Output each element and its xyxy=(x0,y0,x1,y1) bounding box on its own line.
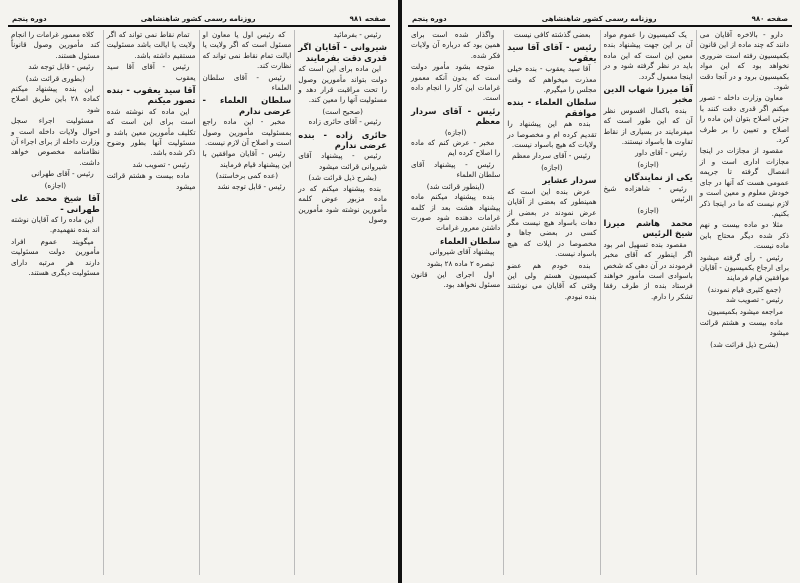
paragraph: رئیس - رأی گرفته میشود برای ارجاع بکمیسیون - آقایان موافقین قیام فرمایند xyxy=(699,252,789,283)
paragraph: این ماده را که آقایان نوشته اند بنده نفهمیدم. xyxy=(11,214,100,235)
paragraph: رئیس - پیشنهاد آقای سلطان العلماء xyxy=(411,159,501,180)
paragraph: مراجعه میشود بکمیسیون xyxy=(707,306,783,316)
paragraph: متوجه بشود مأمور دولت است که بدون آنکه معمور غرامات این کار را انجام داده است. xyxy=(411,62,501,103)
speaker-heading: یکی از نمایندگان xyxy=(624,172,693,183)
paragraph: بنده پیشنهاد میکنم ماده پیشنهاد هشت بعد از کلمه غرامات دهنده شود صورت داشتن معرور غرامات xyxy=(411,192,501,233)
page-gutter xyxy=(399,0,402,583)
parenthetical-note: (اجازه) xyxy=(541,162,563,172)
paragraph: تمام نقاط نمی تواند که اگر ولایت یا ایالت باشد مسئولیت مستقیم داشته باشد. xyxy=(106,30,196,60)
paragraph: آقا سید یعقوب - بنده خیلی معذرت میخواهم که وقت مجلس را میگیرم. xyxy=(507,64,597,95)
paragraph: مسئولیت اجراء سجل احوال ولایات داخله است و وزارت داخله از برای اجراء آن نظامنامه مخصوص خواهد داشت. xyxy=(11,116,100,167)
parenthetical-note: (اجازه) xyxy=(637,159,659,169)
paragraph: این ماده برای این است که دولت بتواند مأمورین وصول را تحت مراقبت قرار دهد و مسئولیت آنها را معین کند. xyxy=(298,64,387,105)
paragraph: بنده هم این پیشنهاد را تقدیم کرده ام و مخصوصا در ولایات که هیچ باسواد نیست. xyxy=(507,119,597,150)
speaker-heading: سلطان العلماء - عرضی ندارم xyxy=(202,95,292,116)
parenthetical-note: (جمع کثیری قیام نمودند) xyxy=(707,284,782,294)
paragraph: بنده پیشنهاد میکنم که در ماده مزبور عوض کلمه مأمورین نوشته شود مأمورین وصول xyxy=(298,183,387,224)
parenthetical-note: (بشرح ذیل قرائت شد) xyxy=(710,339,779,349)
paragraph: میگویند عموم افراد مأمورین دولت مسئولیت دارند هر مرتبه دارای مسئولیت دیگری هستند. xyxy=(11,236,100,277)
paragraph: این بنده پیشنهاد میکنم کماده ۲۸ باین طریق اصلاح شود xyxy=(11,84,100,114)
parenthetical-note: (صحیح است) xyxy=(322,106,363,116)
paragraph: مثلا دو ماده بیست و نهم ذکر شده دیگر محتاج باین ماده نیست. xyxy=(699,220,789,251)
paragraph: رئیس - آقای طهرانی xyxy=(31,169,94,179)
speaker-heading: شیروانی - آقایان اگر قدری دقت بفرمایند xyxy=(298,42,387,63)
period-label: دوره پنجم xyxy=(12,15,47,23)
parenthetical-note: (اینطور قرائت شد) xyxy=(426,181,485,191)
paragraph: رئیس - آقای سردار معظم xyxy=(512,151,591,161)
paragraph: پیشنهاد آقای شیروانی xyxy=(429,247,495,257)
page-980 xyxy=(400,0,800,583)
paragraph: رئیس - آقای داور xyxy=(635,148,687,158)
paragraph: دارو - بالاخره آقایان می دانند که چند ماده از این قانون بکمیسیون رفته است ضروری نخواهد بود که این مواد بکمیسیون برود و در آنجا دقت شود. xyxy=(699,30,789,92)
gazette-title: روزنامه رسمی کشور شاهنشاهی xyxy=(140,15,256,23)
paragraph: ماده بیست و هشتم قرائت میشود xyxy=(699,317,789,338)
speaker-heading: آقا سید یعقوب - بنده تصور میکنم xyxy=(106,85,196,106)
speaker-heading: حائری زاده - بنده عرضی ندارم xyxy=(298,129,387,151)
speaker-heading: آقا میرزا شهاب الدین مخبر xyxy=(603,84,693,105)
paragraph: رئیس - آقای آقا سید یعقوب xyxy=(106,62,196,82)
paragraph: رئیس - پیشنهاد آقای شیروانی قرائت میشود xyxy=(298,151,387,171)
paragraph: رئیس - تصویب شد xyxy=(132,159,190,169)
speaker-heading: سلطان العلماء - بنده موافقم xyxy=(507,97,597,118)
paragraph: مخبر - این ماده راجع بمسئولیت مأمورین وصول است و اصلاح آن لازم نیست. xyxy=(202,117,292,148)
paragraph: ماده بیست و هشتم قرائت میشود xyxy=(106,171,196,191)
paragraph: کلاه معمور غرامات را انجام کند مأمورین وصول قانوناً مسئول هستند. xyxy=(11,30,100,60)
parenthetical-note: (بطوری قرائت شد) xyxy=(25,73,85,83)
paragraph: یک کمیسیون را عموم مواد آن بر این جهت پیشنهاد بنده معین این است که این ماده باید در نظر گرفته شود و در اینجا معمول گردد. xyxy=(603,30,693,81)
text-column xyxy=(696,30,792,575)
paragraph: رئیس - شاهزاده شیخ الرئیس xyxy=(603,183,693,204)
text-column xyxy=(199,30,295,575)
speaker-heading: آقا شیخ محمد علی طهرانی - xyxy=(11,193,100,214)
paragraph: معاون وزارت داخله - تصور میکنم اگر قدری دقت کنند با جزئی اصلاح بتوان این ماده را اصلاح و تعیین را بر طرف کرد. xyxy=(699,93,789,145)
paragraph: اول اجرای این قانون مسئول نخواهد بود. xyxy=(411,269,501,290)
speaker-heading: رئیس - آقای آقا سید یعقوب xyxy=(507,42,597,63)
speaker-heading: سردار عشایر xyxy=(542,175,597,186)
paragraph: تبصره ۲ ماده ۲۸ بشود xyxy=(427,258,495,268)
speaker-heading: محمد هاشم میرزا شیخ الرئیس xyxy=(603,217,693,239)
speaker-heading: رئیس - آقای سردار معظم xyxy=(411,105,501,127)
parenthetical-note: (اجازه) xyxy=(444,127,467,137)
text-column xyxy=(8,30,103,575)
speaker-heading: سلطان العلماء xyxy=(440,235,501,246)
paragraph: که رئیس اول یا معاون او مسئول است که اگر ولایت یا ایالت تمام نقاط نمی تواند که نظارت کند. xyxy=(202,30,292,71)
parenthetical-note: (عده کمی برخاستند) xyxy=(215,171,279,181)
paragraph: رئیس - آقای حائری زاده xyxy=(308,117,381,127)
paragraph: بعضی گذشته کافی نیست xyxy=(514,30,591,39)
page-header xyxy=(408,12,792,27)
gazette-title: روزنامه رسمی کشور شاهنشاهی xyxy=(541,15,657,23)
paragraph: مقصود از مجازات در اینجا مجازات اداری است و از انفصال گرفته تا جریمه عمومی هست که آنها در جای خودش معلوم و معین است و لازم نیست که ما در اینجا ذکر بکنیم. xyxy=(699,146,789,218)
parenthetical-note: (اجازه) xyxy=(637,205,659,215)
paragraph: مقصود بنده تسهیل امر بود اگر اینطور که آقای مخبر فرمودند در آن دهی که شخص باسوادی است مأمور خواهند فرستاد بنده از طرف رفقا تشکر را دارم. xyxy=(603,239,693,301)
paragraph: بنده باکمال افسوس نظر آن که این طور است که میفرمایند در بسیاری از نقاط تفاوت ها باسواد نیستند. xyxy=(603,105,693,147)
paragraph: رئیس - آقایان موافقین با این پیشنهاد قیام فرمایند xyxy=(202,149,292,169)
paragraph: بنده خودم هم عضو کمیسیون هستم ولی این وقتی که آقایان می نوشتند بنده نبودم. xyxy=(507,260,597,301)
paragraph: مخبر - عرض کنم که ماده را اصلاح کرده ایم xyxy=(411,138,501,158)
paragraph: رئیس - آقای سلطان العلماء xyxy=(202,72,292,93)
parenthetical-note: (اجازه) xyxy=(44,180,67,190)
paragraph: عرض بنده این است که همینطور که بعضی از آقایان عرض نمودند در بعضی از دهات باسواد هیچ نیست مگر کسی در بعضی جاها و مخصوصا در ایلات که هیچ باسواد نیست. xyxy=(507,186,597,259)
columns xyxy=(8,30,390,575)
text-column xyxy=(503,30,599,575)
text-column xyxy=(408,30,503,575)
paragraph: این ماده که نوشته شده است برای این است که تکلیف مأمورین معین باشد و مسئولیت آنها بطور وضوح ذکر شده باشد. xyxy=(106,106,196,158)
text-column xyxy=(600,30,696,575)
paragraph: رئیس - تصویب شد xyxy=(725,295,783,305)
page-number: صفحه ۹۸۰ xyxy=(751,15,788,23)
paragraph: رئیس - بفرمائید xyxy=(333,30,381,39)
text-column xyxy=(103,30,199,575)
paragraph: واگذار شده است برای همین بود که درباره آن ولایات فکر شده. xyxy=(411,30,501,60)
text-column xyxy=(294,30,390,575)
period-label: دوره پنجم xyxy=(412,15,447,23)
parenthetical-note: (بشرح ذیل قرائت شد) xyxy=(308,173,377,183)
paragraph: رئیس - قابل توجه شد xyxy=(28,62,94,72)
page-header xyxy=(8,12,390,27)
paragraph: رئیس - قابل توجه نشد xyxy=(217,181,286,191)
page-number: صفحه ۹۸۱ xyxy=(349,15,386,23)
columns xyxy=(408,30,792,575)
